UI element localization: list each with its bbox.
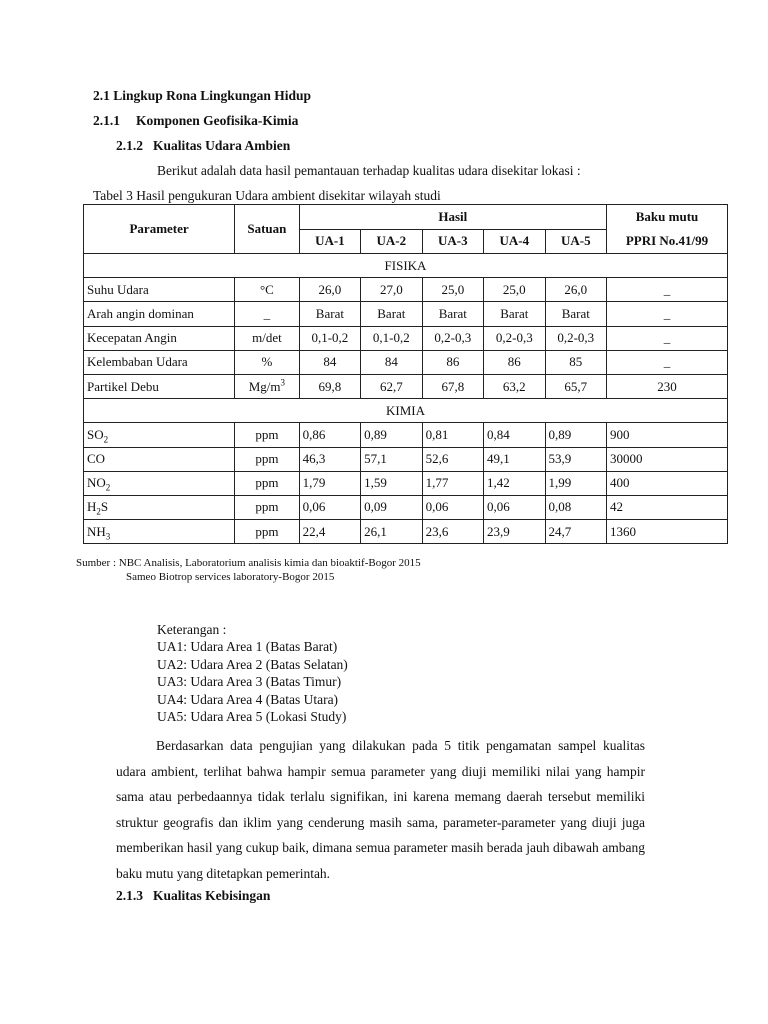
value-cell: 0,2-0,3 bbox=[484, 326, 545, 350]
baku-cell: _ bbox=[607, 278, 728, 302]
baku-cell: 400 bbox=[607, 471, 728, 495]
unit-cell: °C bbox=[235, 278, 299, 302]
value-cell: 46,3 bbox=[299, 447, 360, 471]
value-cell: 65,7 bbox=[545, 374, 607, 398]
param-text: H bbox=[87, 499, 97, 515]
value-cell: 23,6 bbox=[422, 520, 483, 544]
heading-2-1-3 bbox=[116, 888, 270, 904]
value-cell: 53,9 bbox=[545, 447, 607, 471]
header-ua-2: UA-2 bbox=[361, 229, 422, 254]
table-row bbox=[84, 423, 728, 447]
param-subscript: 2 bbox=[96, 507, 101, 518]
unit-cell: _ bbox=[235, 302, 299, 326]
unit-cell: ppm bbox=[235, 471, 299, 495]
unit-cell: ppm bbox=[235, 447, 299, 471]
air-quality-table bbox=[83, 204, 728, 544]
param-cell: Suhu Udara bbox=[84, 278, 235, 302]
table-row bbox=[84, 495, 728, 519]
param-text: NO bbox=[87, 475, 106, 491]
value-cell: 0,1-0,2 bbox=[361, 326, 422, 350]
value-cell: 0,2-0,3 bbox=[422, 326, 483, 350]
baku-cell: 900 bbox=[607, 423, 728, 447]
header-ua-3: UA-3 bbox=[422, 229, 483, 254]
value-cell: 22,4 bbox=[299, 520, 360, 544]
value-cell: 0,09 bbox=[361, 495, 422, 519]
param-cell: Kelembaban Udara bbox=[84, 350, 235, 374]
value-cell: 1,42 bbox=[484, 471, 545, 495]
unit-cell: % bbox=[235, 350, 299, 374]
baku-cell: 30000 bbox=[607, 447, 728, 471]
keterangan-item: UA4: Udara Area 4 (Batas Utara) bbox=[157, 691, 339, 707]
baku-cell: 1360 bbox=[607, 520, 728, 544]
param-subscript: 2 bbox=[105, 482, 111, 493]
value-cell: 0,81 bbox=[422, 423, 483, 447]
header-baku-line2: PPRI No.41/99 bbox=[625, 233, 709, 248]
value-cell: 0,86 bbox=[299, 423, 360, 447]
unit-superscript: 3 bbox=[280, 377, 286, 388]
param-text: SO bbox=[87, 426, 104, 442]
table-row bbox=[84, 471, 728, 495]
header-hasil: Hasil bbox=[299, 205, 606, 230]
keterangan-item: UA5: Udara Area 5 (Lokasi Study) bbox=[157, 709, 347, 725]
value-cell: 24,7 bbox=[545, 520, 607, 544]
table-row bbox=[84, 278, 728, 302]
value-cell: 0,06 bbox=[484, 495, 545, 519]
keterangan-item: UA1: Udara Area 1 (Batas Barat) bbox=[157, 639, 338, 655]
param-cell: Partikel Debu bbox=[84, 374, 235, 398]
value-cell: 0,2-0,3 bbox=[545, 326, 607, 350]
source-line-1: Sumber : NBC Analisis, Laboratorium analisis kimia dan bioaktif-Bogor 2015 bbox=[76, 557, 421, 569]
value-cell: 25,0 bbox=[484, 278, 545, 302]
param-cell bbox=[84, 495, 235, 519]
value-cell: 1,79 bbox=[299, 471, 360, 495]
table-row bbox=[84, 350, 728, 374]
header-baku-line1: Baku mutu bbox=[635, 209, 699, 224]
value-cell: Barat bbox=[484, 302, 545, 326]
value-cell: 0,84 bbox=[484, 423, 545, 447]
value-cell: 0,08 bbox=[545, 495, 607, 519]
heading-2-1-1-text: Komponen Geofisika-Kimia bbox=[136, 113, 299, 128]
param-subscript: 3 bbox=[105, 531, 111, 542]
value-cell: 0,06 bbox=[299, 495, 360, 519]
value-cell: 49,1 bbox=[484, 447, 545, 471]
value-cell: 86 bbox=[484, 350, 545, 374]
param-cell: CO bbox=[84, 447, 235, 471]
unit-cell: ppm bbox=[235, 520, 299, 544]
baku-cell: _ bbox=[607, 350, 728, 374]
unit-cell bbox=[235, 374, 299, 398]
value-cell: 67,8 bbox=[422, 374, 483, 398]
baku-cell: _ bbox=[607, 326, 728, 350]
value-cell: Barat bbox=[361, 302, 422, 326]
heading-2-1-2-text: Kualitas Udara Ambien bbox=[153, 138, 291, 153]
table-row bbox=[84, 326, 728, 350]
body-paragraph-text: Berdasarkan data pengujian yang dilakukan pada 5 titik pengamatan sampel kualitas udara ambient, terlihat bahwa hampir semua parameter yang diuji memiliki nilai yang hampir sama atau perbedaannya tidak terlalu signifikan, ini karena memang daerah tersebut memiliki struktur geografis dan iklim yang cenderung masih sama, parameter-parameter yang diuji juga memberikan hasil yang cukup baik, dimana semua parameter masih berada jauh dibawah ambang baku mutu yang ditetapkan pemerintah. bbox=[116, 738, 645, 881]
value-cell: 0,1-0,2 bbox=[299, 326, 360, 350]
unit-cell: ppm bbox=[235, 423, 299, 447]
keterangan-item: UA3: Udara Area 3 (Batas Timur) bbox=[157, 674, 342, 690]
value-cell: 1,59 bbox=[361, 471, 422, 495]
header-baku-mutu bbox=[607, 205, 728, 254]
header-ua-4: UA-4 bbox=[484, 229, 545, 254]
keterangan-item: UA2: Udara Area 2 (Batas Selatan) bbox=[157, 656, 348, 672]
source-line-2: Sameo Biotrop services laboratory-Bogor 2015 bbox=[126, 571, 335, 583]
value-cell: 27,0 bbox=[361, 278, 422, 302]
value-cell: 62,7 bbox=[361, 374, 422, 398]
table-row bbox=[84, 374, 728, 398]
value-cell: 86 bbox=[422, 350, 483, 374]
heading-2-1-1-number: 2.1.1 bbox=[93, 113, 120, 128]
value-cell: 26,1 bbox=[361, 520, 422, 544]
heading-2-1-3-number: 2.1.3 bbox=[116, 888, 143, 903]
body-paragraph bbox=[116, 733, 645, 886]
keterangan-block bbox=[157, 621, 348, 725]
param-cell: Kecepatan Angin bbox=[84, 326, 235, 350]
section-fisika: FISIKA bbox=[84, 254, 728, 278]
value-cell: Barat bbox=[545, 302, 607, 326]
table-row bbox=[84, 447, 728, 471]
table-row bbox=[84, 520, 728, 544]
value-cell: Barat bbox=[299, 302, 360, 326]
value-cell: 26,0 bbox=[299, 278, 360, 302]
unit-text: Mg/m bbox=[248, 378, 281, 394]
value-cell: 85 bbox=[545, 350, 607, 374]
param-tail: S bbox=[100, 499, 109, 515]
heading-2-1-1 bbox=[93, 113, 298, 129]
value-cell: 0,06 bbox=[422, 495, 483, 519]
header-parameter: Parameter bbox=[84, 205, 235, 254]
value-cell: 0,89 bbox=[545, 423, 607, 447]
keterangan-title: Keterangan : bbox=[157, 622, 227, 637]
heading-2-1-2-number: 2.1.2 bbox=[116, 138, 143, 153]
value-cell: 1,99 bbox=[545, 471, 607, 495]
value-cell: 69,8 bbox=[299, 374, 360, 398]
baku-cell: 230 bbox=[607, 374, 728, 398]
value-cell: 25,0 bbox=[422, 278, 483, 302]
param-cell bbox=[84, 423, 235, 447]
value-cell: 23,9 bbox=[484, 520, 545, 544]
value-cell: 26,0 bbox=[545, 278, 607, 302]
table-row bbox=[84, 302, 728, 326]
param-cell: Arah angin dominan bbox=[84, 302, 235, 326]
unit-cell: m/det bbox=[235, 326, 299, 350]
heading-2-1-2 bbox=[116, 138, 290, 154]
value-cell: 84 bbox=[361, 350, 422, 374]
param-cell bbox=[84, 471, 235, 495]
header-ua-5: UA-5 bbox=[545, 229, 607, 254]
value-cell: Barat bbox=[422, 302, 483, 326]
header-ua-1: UA-1 bbox=[299, 229, 360, 254]
param-subscript: 2 bbox=[103, 434, 109, 445]
value-cell: 84 bbox=[299, 350, 360, 374]
param-cell bbox=[84, 520, 235, 544]
value-cell: 1,77 bbox=[422, 471, 483, 495]
heading-2-1: 2.1 Lingkup Rona Lingkungan Hidup bbox=[93, 88, 311, 103]
table-caption: Tabel 3 Hasil pengukuran Udara ambient disekitar wilayah studi bbox=[93, 188, 441, 203]
param-text: NH bbox=[87, 523, 106, 539]
value-cell: 0,89 bbox=[361, 423, 422, 447]
baku-cell: _ bbox=[607, 302, 728, 326]
baku-cell: 42 bbox=[607, 495, 728, 519]
intro-text: Berikut adalah data hasil pemantauan terhadap kualitas udara disekitar lokasi : bbox=[157, 163, 581, 178]
value-cell: 57,1 bbox=[361, 447, 422, 471]
value-cell: 52,6 bbox=[422, 447, 483, 471]
header-satuan: Satuan bbox=[235, 205, 299, 254]
value-cell: 63,2 bbox=[484, 374, 545, 398]
heading-2-1-3-text: Kualitas Kebisingan bbox=[153, 888, 271, 903]
section-kimia: KIMIA bbox=[84, 399, 728, 423]
unit-cell: ppm bbox=[235, 495, 299, 519]
